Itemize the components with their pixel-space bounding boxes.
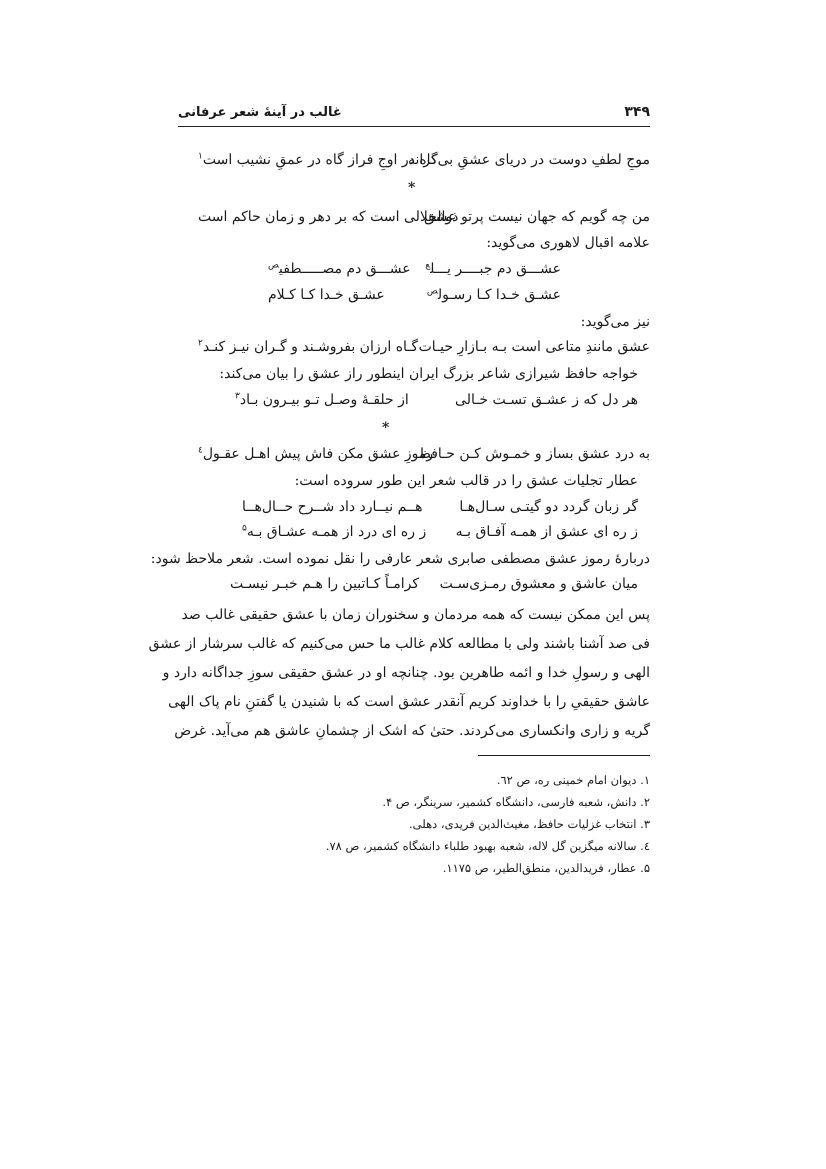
prose-line: عاشق حقیقیِ را با خداوند کریم آنقدر عشق است که با شنیدن یا گفتنِ نام پاک الهی (168, 694, 650, 710)
verse-3-first-hemistich: عشـــق دم جبــــر یـــل$^ع$ (425, 260, 561, 277)
verse-2-second-hemistich: ذوالجلالی است که بر دهر و زمان حاکم است (198, 209, 459, 225)
intro-also-says: نیز می‌گوید: (580, 314, 650, 330)
verse-1-second-hemistich: گاه در اوجِ فراز گاه در عمقِ نشیب است$^۱$ (198, 151, 438, 168)
section-separator-star: * (408, 180, 416, 196)
verse-4-second-hemistich: عشـق خـدا کـا کـلام (268, 287, 385, 303)
verse-6-first-hemistich: هر دل که ز عشـق تسـت خـالی (455, 392, 638, 408)
prose-line: گریه و زاری وانکساری می‌کردند. حتیٰ که اشک از چشمانِ عاشق هم می‌آید. غرض (174, 723, 650, 739)
verse-8-first-hemistich: گر زبان گردد دو گیتـی سـال‌هـا (459, 499, 638, 515)
footnote-ref: ۱ (198, 151, 203, 162)
intro-hafez: خواجه حافظ شیرازی شاعر بزرگ ایران اینطور راز عشق را بیان می‌کند: (219, 366, 638, 382)
section-separator-star: * (382, 420, 390, 436)
intro-iqbal: علامه اقبال لاهوری می‌گوید: (486, 235, 650, 251)
verse-10-first-hemistich: میان عاشق و معشوق رمـزی‌سـت (439, 576, 638, 592)
footnote: ۱. دیوان امام خمینی ره، ص ٦۲. (496, 773, 650, 787)
verse-2-first-hemistich: من چه گویم که جهان نیست پرتو عشق (423, 209, 650, 225)
footnote: ۵. عطار، فریدالدین، منطق‌الطیر، ص ۱۱۷۵. (442, 861, 650, 875)
verse-5-second-hemistich: گـاه ارزان بفروشـند و گـران نیـز کنـد$^۲$ (198, 338, 419, 355)
running-title: غالب در آینهٔ شعر عرفانی (178, 105, 342, 120)
verse-7-second-hemistich: رموزِ عشق مکن فاش پیش اهـل عقـول$^٤$ (198, 445, 434, 462)
verse-1-first-hemistich: موجِ لطفِ دوست در دریای عشقِ بی‌کرانه (407, 152, 650, 168)
verse-5-first-hemistich: عشق مانندِ متاعی است بـه بـازارِ حیـات (418, 339, 650, 355)
footnote: ۲. دانش، شعبه فارسی، دانشگاه کشمیر، سرینگر، ص ۴. (382, 795, 650, 809)
verse-6-second-hemistich: از حلقـهٔ وصـل تـو بیـرون بـاد$^۳$ (235, 391, 409, 408)
footnote: ۳. انتخاب غزلیات حافظ، مغیث‌الدین فریدی، دهلی. (409, 817, 650, 831)
footnote-separator (478, 755, 650, 756)
prose-line: الهی و رسولِ خدا و ائمه طاهرین بود. چنانچه او در عشق حقیقی سوزِ جداگانه دارد و (162, 665, 650, 681)
verse-9-first-hemistich: ز ره ای عشق از همـه آفـاق بـه (455, 524, 638, 540)
verse-8-second-hemistich: هــم نیــارد داد شــرح حــال‌هــا (242, 499, 423, 515)
intro-saberi: دربارهٔ رموز عشق مصطفی صابری شعر عارفی را نقل نموده است. شعر ملاحظ شود: (150, 551, 650, 567)
running-header (178, 102, 650, 127)
page-number: ۳۴۹ (624, 104, 650, 120)
intro-attar: عطار تجلیات عشق را در قالب شعر این طور سروده است: (294, 473, 638, 489)
verse-4-first-hemistich: عشـق خـدا کـا رسـول$^ص$ (426, 286, 561, 303)
footnote: ٤. سالانه میگزین گل لاله، شعبه بهبود طلباء دانشگاه کشمیر، ص ۷۸. (325, 839, 650, 853)
verse-7-first-hemistich: به درد عشق بساز و خمـوش کـن حـافظ (417, 446, 650, 462)
prose-line: فی صد آشنا باشند ولی با مطالعه کلام غالب ما حس می‌کنیم که غالب سرشار از عشق (148, 636, 650, 652)
prose-line: پس این ممکن نیست که همه مردمان و سخنوران زمان با عشق حقیقی غالب صد (181, 607, 650, 623)
verse-3-second-hemistich: عشـــق دم مصـــــطفی$^ص$ (268, 260, 411, 277)
verse-10-second-hemistich: کرامـاً کـاتبین را هـم خبـر نیسـت (230, 576, 420, 592)
verse-9-second-hemistich: ز ره ای درد از همـه عشـاق بـه$^۵$ (242, 523, 427, 540)
